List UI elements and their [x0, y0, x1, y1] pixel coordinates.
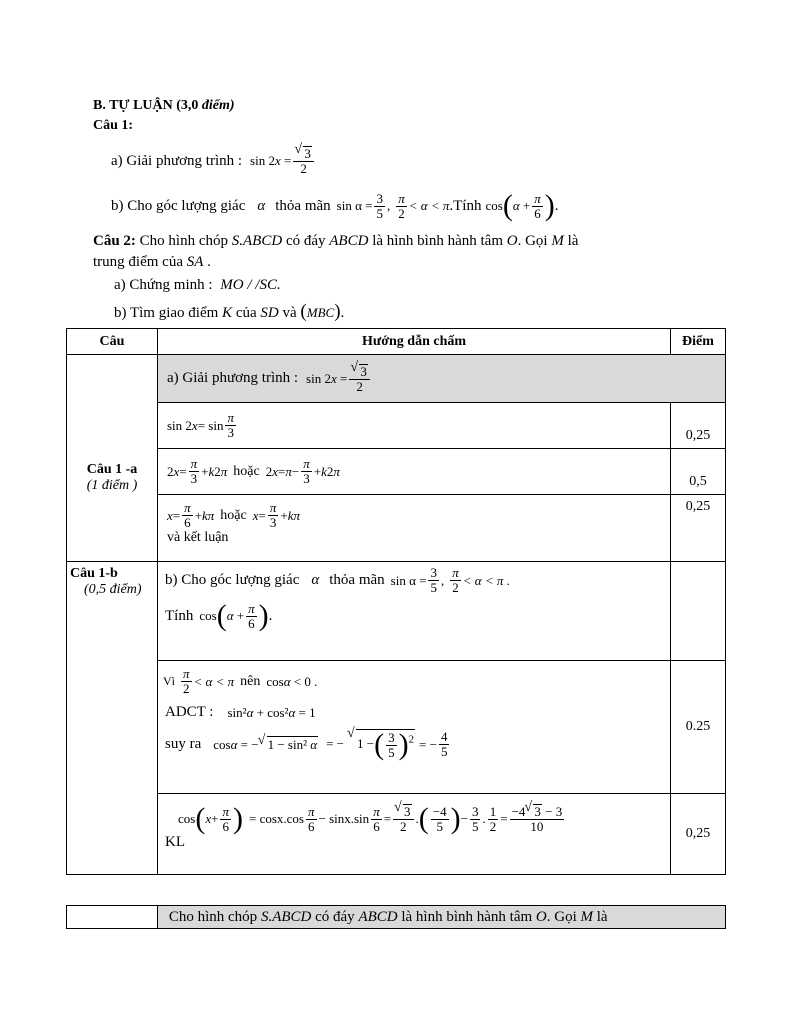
step4-cell: Vì $\frac{\pi}{2}$ < α < π nên cosα < 0 . ADCT : sin²α + cos²α = 1 suy ra cosα = −√ 1 − sin² α = −√ 1 −( $\frac{3}{5}$ )$^2$ = − $\frac{4}{5}$ — [158, 661, 671, 794]
row1-label: Câu 1 -a — [86, 462, 138, 477]
step3-cell: x = $\frac{\pi}{6}$ + kπ hoặc x = $\frac{\pi}{3}$ + kπ và kết luận — [158, 495, 671, 562]
row1-points: (1 điểm ) — [86, 478, 138, 493]
q2-m: M — [551, 233, 564, 249]
step4-suyra: suy ra — [165, 736, 202, 752]
second-table-text-cell — [157, 906, 725, 929]
q2-text1: Cho hình chóp — [139, 233, 229, 249]
question-1b: b) Cho góc lượng giác α thỏa mãn sin α = $\frac{3}{5}$ , $\frac{\pi}{2}$ < α < π .Tính cos ( α + $\frac{\pi}{6}$ ) . — [111, 189, 559, 222]
row2-points: (0,5 điểm) — [84, 582, 142, 597]
q2a-text: a) Chứng minh : — [114, 277, 213, 293]
q2a-math: MO / /SC. — [220, 277, 281, 293]
q2b-k: K — [222, 305, 233, 321]
q2-line2-text: trung điểm của — [93, 254, 183, 270]
q2-sabcd: S.ABCD — [231, 233, 283, 249]
question-1-label: Câu 1: — [93, 118, 134, 133]
step2-cell: 2 x = $\frac{\pi}{3}$ + k 2 π hoặc 2 x = π − $\frac{\pi}{3}$ + k 2 π — [158, 449, 671, 495]
section-title — [93, 98, 235, 114]
q2b-mbc: MBC — [306, 305, 335, 320]
question-1a — [111, 142, 316, 180]
header-diem: Điểm — [671, 329, 726, 355]
question-2-label: Câu 2: — [93, 233, 136, 249]
second-table-text — [158, 909, 725, 926]
step4-adct: ADCT : — [165, 704, 214, 720]
t2-t2: S.ABCD — [260, 908, 312, 925]
row2-tinh: Tính — [165, 607, 194, 624]
step4-points: 0.25 — [671, 661, 726, 794]
three-fifths-fraction: $\frac{3}{5}$ — [376, 190, 383, 221]
t2-t5: là hình bình hành tâm — [401, 908, 533, 925]
question-2a — [114, 277, 281, 294]
q2-text3: là hình bình hành tâm — [372, 233, 503, 249]
q2-sa: SA — [186, 254, 204, 270]
q2-text4: . Gọi — [517, 233, 548, 249]
q2b-text: b) Tìm giao điểm — [114, 305, 219, 321]
q2-text2: có đáy — [285, 233, 326, 249]
alpha-symbol: α — [257, 197, 266, 214]
second-table-label-cell — [67, 906, 158, 929]
row2-header-cell: b) Cho góc lượng giác α thỏa mãn sin α = $\frac{3}{5}$ , $\frac{\pi}{2}$ < α < π . Tính cos ( α + $\frac{\pi}{6}$ ) . — [158, 562, 671, 661]
row2-header-text: b) Cho góc lượng giác — [165, 572, 300, 588]
row2-label-cell — [67, 562, 158, 875]
question-2b: b) Tìm giao điểm K của SD và (MBC). — [114, 301, 345, 322]
sin-alpha: sin α = — [336, 198, 373, 213]
step1-points: 0,25 — [671, 403, 726, 449]
step4-vi: Vì — [163, 674, 175, 688]
header-cau: Câu — [67, 329, 158, 355]
pi-half-fraction: $\frac{\pi}{2}$ — [398, 190, 405, 221]
q2b-sd: SD — [260, 305, 279, 321]
t2-t8: M — [580, 908, 594, 925]
q2b-va: và — [282, 305, 297, 321]
t2-t6: O — [535, 908, 547, 925]
q2b-cua: của — [235, 305, 257, 321]
step5-points: 0,25 — [671, 794, 726, 875]
second-table — [66, 905, 726, 929]
q1a-equation: sin 2x = — [250, 153, 292, 168]
q2-text5: là — [567, 233, 579, 249]
step2-hoac: hoặc — [233, 463, 260, 479]
step5-kl: KL — [165, 834, 185, 850]
grading-table — [66, 328, 726, 875]
t2-t4: ABCD — [358, 908, 398, 925]
t2-t7: . Gọi — [546, 908, 577, 925]
step4-nen: nên — [240, 673, 261, 689]
step5-cell: cos ( x + $\frac{\pi}{6}$ ) = cosx.cos $\frac{\pi}{6}$ − sinx.sin $\frac{\pi}{6}$ = √ $\frac{3}{2}$ . ( $\frac{-4}{5}$ ) − $\frac{3}{5}$ . $\frac{1}{2}$ = $\frac{-4√ 3 - 3}{10}$ KL — [158, 794, 671, 875]
question-2-line2: trung điểm của SA . — [93, 254, 211, 270]
step3-hoac: hoặc — [220, 507, 247, 523]
row2-label: Câu 1-b — [70, 566, 118, 581]
row1-header-text: a) Giải phương trình : — [167, 370, 299, 386]
step1-cell: sin 2 x = sin $\frac{\pi}{3}$ — [158, 403, 671, 449]
step3-conclusion: và kết luận — [167, 530, 229, 545]
q2-o: O — [506, 233, 518, 249]
question-2 — [93, 233, 578, 250]
q2-abcd: ABCD — [329, 233, 369, 249]
pi-sixth-fraction: $\frac{\pi}{6}$ — [534, 190, 541, 221]
question-1b-mid: thỏa mãn — [275, 197, 331, 214]
step2-points: 0,5 — [671, 449, 726, 495]
question-1b-tinh: .Tính — [449, 197, 482, 214]
row1-label-cell — [67, 355, 158, 562]
section-title-main: B. TỰ LUẬN (3,0 — [93, 98, 199, 113]
t2-t3: có đáy — [315, 908, 355, 925]
t2-t9: là — [596, 908, 608, 925]
step3-points: 0,25 — [671, 495, 726, 562]
question-1b-text: b) Cho góc lượng giác — [111, 197, 246, 214]
t2-t1: Cho hình chóp — [168, 908, 258, 925]
section-title-unit: điểm) — [201, 98, 235, 113]
question-1a-text: a) Giải phương trình : — [111, 152, 243, 169]
row2-header-mid: thỏa mãn — [329, 572, 385, 588]
row1-header-cell: a) Giải phương trình : sin 2x = √ $\frac{3}{2}$ — [158, 355, 726, 403]
q1a-fraction: √ $\frac{3}{2}$ — [293, 146, 314, 176]
header-huong-dan: Hướng dẫn chấm — [158, 329, 671, 355]
row2-header-points — [671, 562, 726, 661]
